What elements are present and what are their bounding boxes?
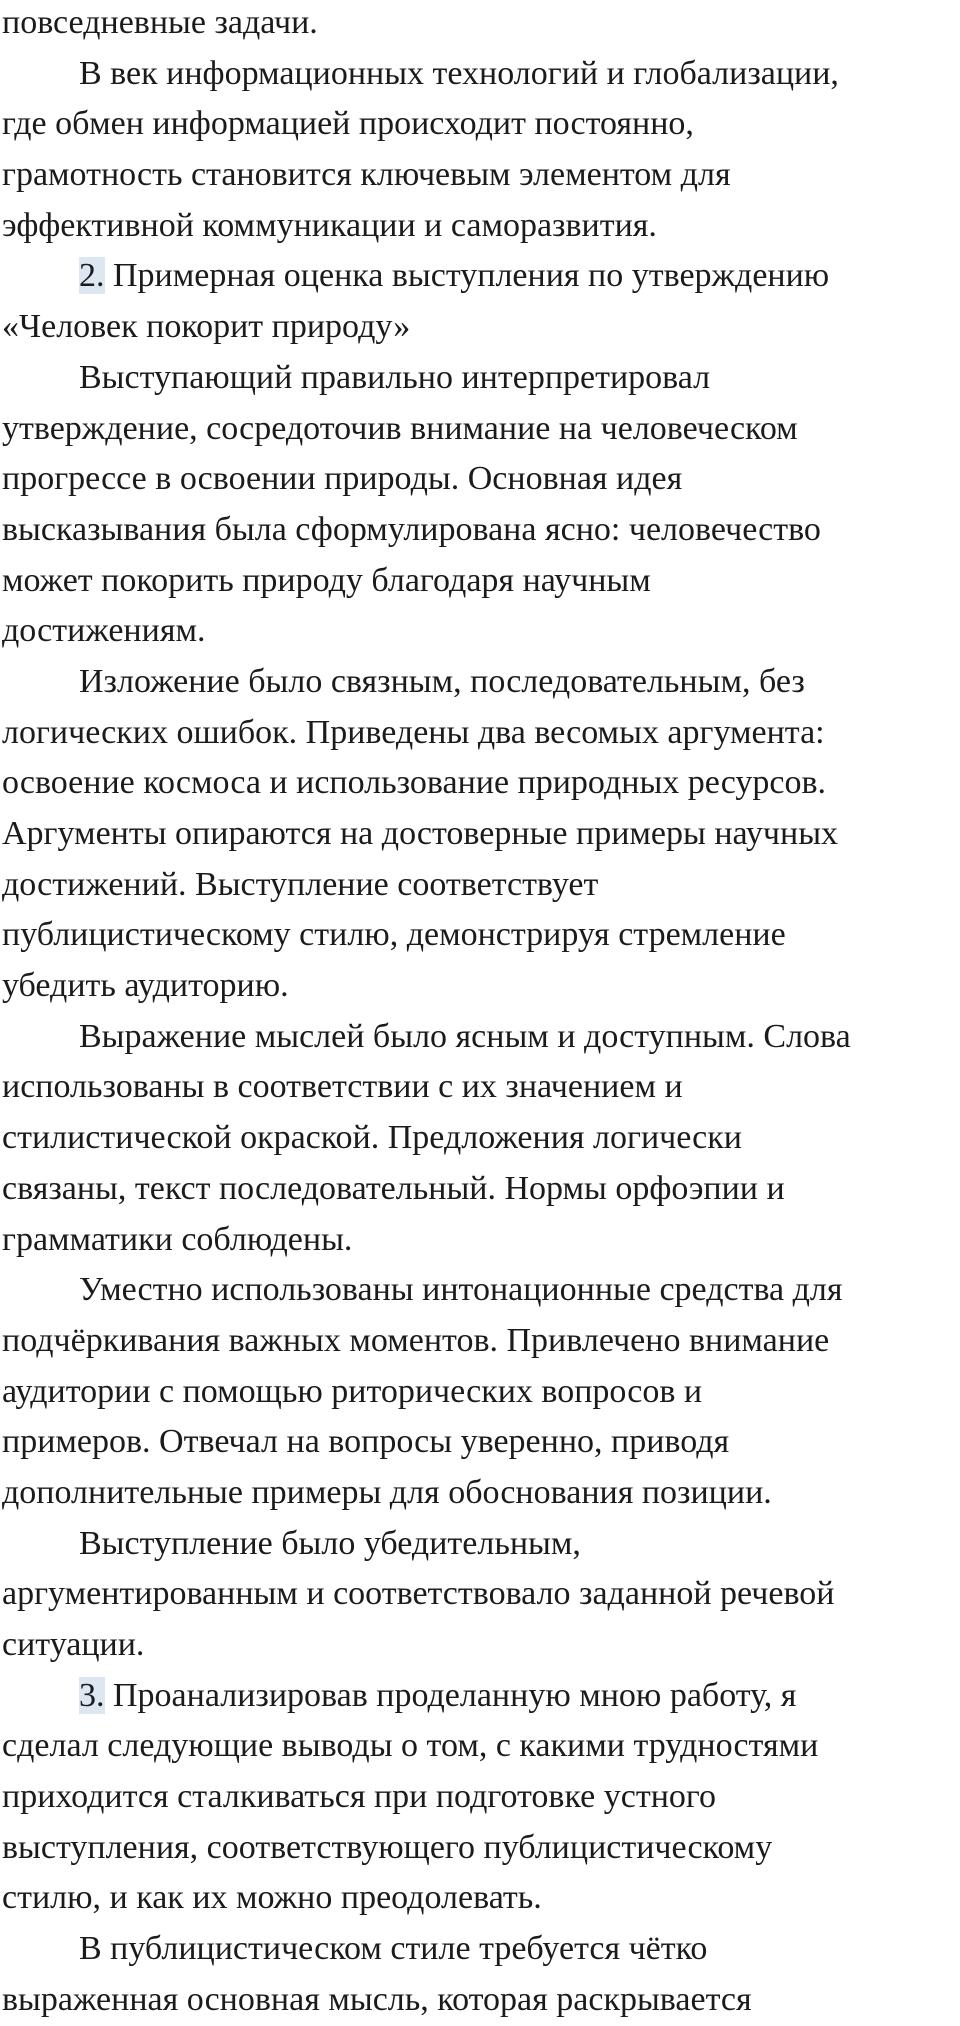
text-line: [2, 556, 957, 607]
text-line-content: стилистической окраской. Предложения логически: [2, 1119, 742, 1157]
text-line-content: Проанализировав проделанную мною работу, я: [104, 1676, 797, 1714]
text-line: [2, 302, 957, 353]
text-line-content: достижениям.: [2, 612, 206, 650]
text-line: [2, 150, 957, 201]
text-line: [2, 1062, 957, 1113]
document-page: [2, 0, 957, 2026]
text-line: [2, 1468, 957, 1519]
text-line-content: Примерная оценка выступления по утверждению: [104, 257, 830, 295]
text-line-content: подчёркивания важных моментов. Привлечено внимание: [2, 1321, 830, 1359]
text-line: [2, 1164, 957, 1215]
text-line: [2, 1772, 957, 1823]
text-line-content: Изложение было связным, последовательным, без: [79, 662, 805, 700]
text-line: [2, 1316, 957, 1367]
text-line: [2, 657, 957, 708]
text-line-content: В публицистическом стиле требуется чётко: [79, 1930, 708, 1968]
text-line: [2, 1519, 957, 1570]
text-line: [2, 1721, 957, 1772]
text-line-content: убедить аудиторию.: [2, 967, 289, 1005]
text-line-content: освоение космоса и использование природных ресурсов.: [2, 764, 827, 802]
text-line-content: может покорить природу благодаря научным: [2, 561, 651, 599]
text-line-content: «Человек покорит природу»: [2, 308, 411, 346]
text-line-content: использованы в соответствии с их значением и: [2, 1068, 683, 1106]
text-line: [2, 404, 957, 455]
text-line: [2, 1569, 957, 1620]
text-line: [2, 606, 957, 657]
text-line: [2, 454, 957, 505]
text-line-content: Аргументы опираются на достоверные примеры научных: [2, 815, 839, 852]
text-line: [2, 99, 957, 150]
text-line: [2, 1924, 957, 1975]
text-line: [2, 708, 957, 759]
text-line-content: стилю, и как их можно преодолевать.: [2, 1879, 542, 1917]
text-line-content: аргументированным и соответствовало заданной речевой: [2, 1575, 835, 1613]
text-line: [2, 1975, 957, 2026]
text-line: [2, 505, 957, 556]
text-line-content: Уместно использованы интонационные средства для: [79, 1271, 843, 1309]
text-line: [2, 758, 957, 809]
text-line-content: сделал следующие выводы о том, с какими трудностями: [2, 1727, 819, 1765]
text-line-content: прогрессе в освоении природы. Основная идея: [2, 460, 683, 498]
text-line: [2, 1417, 957, 1468]
text-line-content: высказывания была сформулирована ясно: человечество: [2, 510, 821, 548]
text-line-content: Выступающий правильно интерпретировал: [79, 358, 711, 396]
text-line-content: логических ошибок. Приведены два весомых аргумента:: [2, 713, 825, 751]
text-line: [2, 353, 957, 404]
text-line: [2, 1671, 957, 1722]
text-line: [2, 1113, 957, 1164]
text-line-content: эффективной коммуникации и саморазвития.: [2, 206, 657, 244]
text-line-content: грамотность становится ключевым элементом для: [2, 156, 731, 194]
text-line: [2, 0, 957, 49]
text-line-content: повседневные задачи.: [2, 4, 318, 41]
text-line: [2, 1873, 957, 1924]
text-line: [2, 251, 957, 302]
text-line-content: публицистическому стилю, демонстрируя стремление: [2, 916, 786, 954]
text-line-content: выступления, соответствующего публицистическому: [2, 1828, 773, 1866]
text-line: [2, 1265, 957, 1316]
text-line: [2, 1012, 957, 1063]
text-line: [2, 49, 957, 100]
text-line-content: грамматики соблюдены.: [2, 1220, 353, 1258]
text-line: [2, 1620, 957, 1671]
text-line-content: приходится сталкиваться при подготовке устного: [2, 1778, 716, 1816]
text-line-content: В век информационных технологий и глобализации,: [79, 54, 839, 92]
text-line: [2, 809, 957, 860]
text-line: [2, 1823, 957, 1874]
text-line-content: выраженная основная мысль, которая раскрывается: [2, 1980, 752, 2018]
text-line-content: где обмен информацией происходит постоянно,: [2, 105, 694, 143]
text-line: [2, 1215, 957, 1266]
text-line: [2, 910, 957, 961]
text-line-content: аудитории с помощью риторических вопросов и: [2, 1372, 703, 1410]
text-line-content: ситуации.: [2, 1626, 145, 1663]
item-number-highlight: 3.: [79, 1676, 105, 1714]
text-line: [2, 961, 957, 1012]
text-line-content: примеров. Отвечал на вопросы уверенно, приводя: [2, 1423, 730, 1461]
text-line: [2, 1367, 957, 1418]
text-line-content: Выступление было убедительным,: [79, 1524, 581, 1562]
text-line-content: Выражение мыслей было ясным и доступным. Слова: [79, 1017, 851, 1055]
item-number-highlight: 2.: [79, 257, 105, 295]
text-line-content: достижений. Выступление соответствует: [2, 865, 599, 903]
text-line-content: утверждение, сосредоточив внимание на человеческом: [2, 409, 798, 447]
text-line: [2, 860, 957, 911]
text-line: [2, 201, 957, 252]
text-line-content: связаны, текст последовательный. Нормы орфоэпии и: [2, 1169, 785, 1207]
text-line-content: дополнительные примеры для обоснования позиции.: [2, 1473, 772, 1511]
